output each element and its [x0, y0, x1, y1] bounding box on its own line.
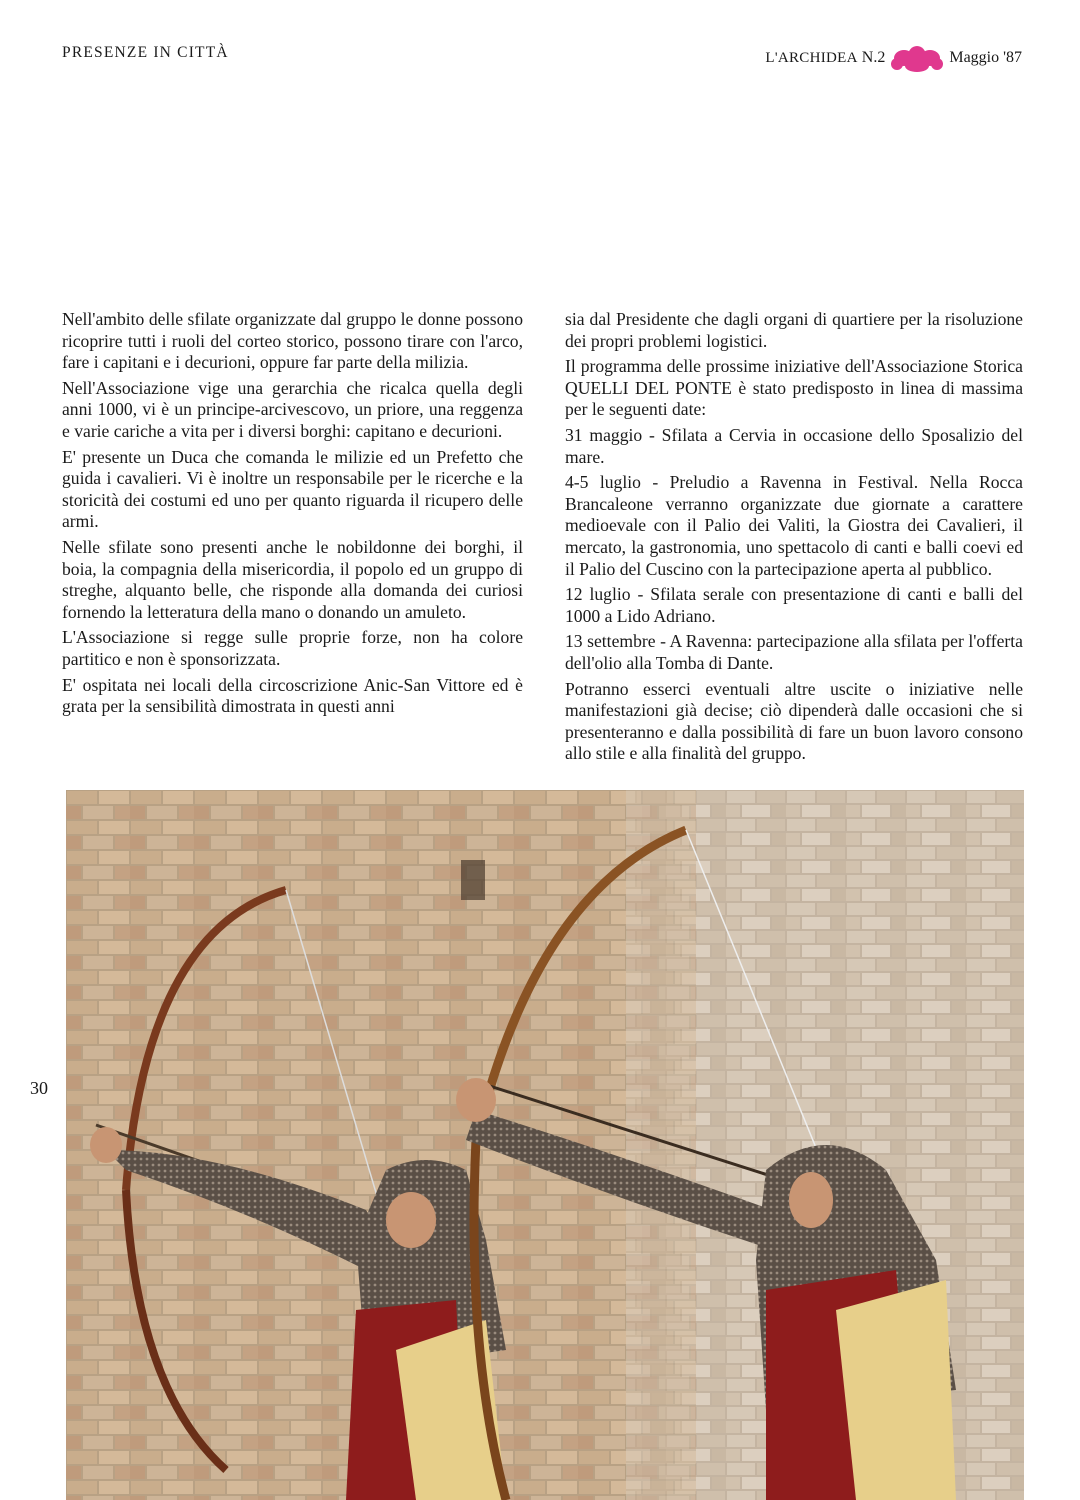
paragraph: Nell'Associazione vige una gerarchia che ricalca quella degli anni 1000, vi è un principe-arcivescovo, un priore, una reggenza e varie cariche a vita per i diversi borghi: capitano e decurioni.	[62, 377, 523, 441]
orchid-logo-icon	[891, 44, 943, 72]
paragraph: Nell'ambito delle sfilate organizzate dal gruppo le donne possono ricoprire tutti i ruoli del corteo storico, possono tirare con l'arco, fare i capitani e i decurioni, oppure far parte della milizia.	[62, 309, 523, 373]
page-number: 30	[30, 1078, 48, 1098]
paragraph: sia dal Presidente che dagli organi di quartiere per la risoluzione dei propri problemi logistici.	[565, 309, 1023, 351]
paragraph: 12 luglio - Sfilata serale con presentazione di canti e balli del 1000 a Lido Adriano.	[565, 584, 1023, 626]
paragraph: L'Associazione si regge sulle proprie forze, non ha colore partitico e non è sponsorizzata.	[62, 627, 523, 669]
paragraph: 13 settembre - A Ravenna: partecipazione alla sfilata per l'offerta dell'olio alla Tomba di Dante.	[565, 631, 1023, 673]
article-column-right	[565, 309, 1023, 769]
paragraph: Nelle sfilate sono presenti anche le nobildonne dei borghi, il boia, la compagnia della misericordia, il popolo ed un gruppo di streghe, alquanto belle, che risponde alla domanda dei curiosi fornendo la letteratura della mano o donando un amuleto.	[62, 536, 523, 622]
article-column-left	[62, 309, 523, 722]
archers-photo	[66, 790, 1024, 1500]
paragraph: 31 maggio - Sfilata a Cervia in occasione dello Sposalizio del mare.	[565, 424, 1023, 467]
magazine-name: L'ARCHIDEA	[765, 49, 858, 66]
paragraph: Il programma delle prossime iniziative dell'Associazione Storica QUELLI DEL PONTE è stato predisposto in linea di massima per le seguenti date:	[565, 356, 1023, 420]
paragraph: E' presente un Duca che comanda le milizie ed un Prefetto che guida i cavalieri. Vi è inoltre un responsabile per le ricerche e la storicità dei costumi ed uno per quanto riguarda il ricupero delle armi.	[62, 446, 523, 532]
paragraph: 4-5 luglio - Preludio a Ravenna in Festival. Nella Rocca Brancaleone verranno organizzate due giornate a carattere medioevale con il Palio dei Valiti, la Giostra dei Cavalieri, il mercato, la gastronomia, uno spettacolo di canti e balli coevi ed il Palio del Cuscino con la partecipazione aperta al pubblico.	[565, 472, 1023, 579]
paragraph: E' ospitata nei locali della circoscrizione Anic-San Vittore ed è grata per la sensibilità dimostrata in questi anni	[62, 674, 523, 717]
paragraph: Potranno esserci eventuali altre uscite o iniziative nelle manifestazioni già decise; ciò dipenderà dalle occasioni che si presenteranno e dalla possibilità di fare un buon lavoro consono allo stile e alla finalità del gruppo.	[565, 678, 1023, 764]
magazine-header	[765, 44, 1022, 72]
section-title: PRESENZE IN CITTÀ	[62, 44, 229, 61]
issue-number: N.2	[861, 49, 886, 66]
issue-date: Maggio '87	[949, 49, 1022, 66]
